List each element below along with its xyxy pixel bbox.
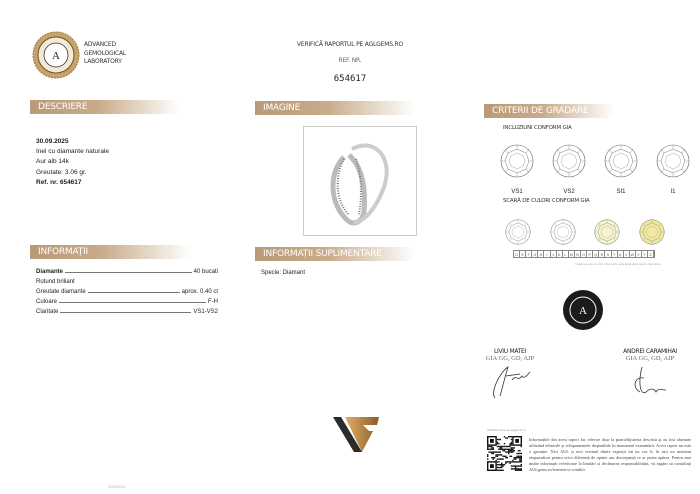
desc-line: Aur alb 14k bbox=[36, 158, 69, 166]
scale-grade: D bbox=[514, 251, 520, 257]
info-value: F-H bbox=[208, 299, 218, 305]
signer-name: LIVIU MATEI bbox=[493, 348, 527, 355]
specie: Specie: Diamant bbox=[261, 270, 306, 276]
desc-ref: Ref. nr. 654617 bbox=[36, 178, 82, 186]
ref-number: 654617 bbox=[333, 74, 367, 84]
section-criterii-header: CRITERII DE GRADARE bbox=[484, 104, 614, 118]
info-row bbox=[36, 305, 218, 315]
inclusion-diagram bbox=[604, 144, 638, 195]
inclusion-label: VS2 bbox=[563, 189, 575, 195]
scale-grade: G bbox=[532, 251, 538, 257]
info-label: Greutate diamante bbox=[36, 289, 86, 295]
scale-grade: O bbox=[581, 251, 587, 257]
signer-2 bbox=[610, 348, 690, 407]
ref-label: REF. NR. bbox=[338, 56, 362, 64]
agl-stamp-icon bbox=[562, 289, 604, 331]
svg-text:A: A bbox=[52, 50, 60, 62]
info-row bbox=[36, 285, 218, 295]
signature-icon bbox=[470, 362, 550, 402]
inclusion-label: VS1 bbox=[511, 189, 523, 195]
info-label: Rotund briliant bbox=[36, 279, 75, 285]
scale-grade: J bbox=[551, 251, 557, 257]
signature-icon bbox=[610, 362, 690, 402]
info-row bbox=[36, 275, 218, 285]
qr-code[interactable] bbox=[487, 436, 522, 471]
disclaimer: Informațiile din acest raport fac referire doar la piatra/bijuteria descrisă și au fost obținute utilizând tehnicile și echipamentele disponibile în momentul examinării. Acest raport nu este o garanție. Nici AGL și nici vreunul dintre experții săi nu vor fi, în nici un moment răspunzători pentru orice diferență de opinie sau discrepanță ce ar putea apărea. Pentru mai multe informații referitoare la limitări și declinarea responsabilității, vă rugăm să consultați AGLgems.ro/termeni-si-conditii. bbox=[529, 437, 691, 472]
scale-grade: V bbox=[624, 251, 630, 257]
color-diamond bbox=[594, 219, 620, 250]
scale-grade: S bbox=[605, 251, 611, 257]
informatii-table bbox=[36, 265, 218, 315]
qr-caption: Verifică online pe aglgems.ro bbox=[487, 428, 526, 432]
color-scale-title: SCARĂ DE CULORI CONFORM GIA bbox=[503, 198, 590, 204]
scale-grade: Q bbox=[593, 251, 599, 257]
brand-logo bbox=[333, 417, 381, 458]
signer-credentials: GIA GG, GD, AJP bbox=[485, 355, 535, 362]
info-row bbox=[36, 295, 218, 305]
section-imagine-header: IMAGINE bbox=[255, 101, 415, 115]
scale-grade: R bbox=[599, 251, 605, 257]
scale-grade: N bbox=[575, 251, 581, 257]
color-diamond bbox=[505, 219, 531, 250]
desc-line: Greutate: 3.06 gr. bbox=[36, 168, 87, 176]
scale-grade: Z bbox=[648, 251, 654, 257]
lab-name bbox=[84, 41, 126, 67]
color-diamonds-row bbox=[505, 219, 665, 250]
lab-seal-logo bbox=[32, 31, 80, 79]
descriere-content bbox=[36, 137, 109, 188]
scale-grade: H bbox=[538, 251, 544, 257]
ring-image bbox=[303, 126, 417, 236]
scale-grade: E bbox=[520, 251, 526, 257]
info-label: Diamante bbox=[36, 269, 64, 275]
signer-1 bbox=[470, 348, 550, 407]
info-value: aprox. 0.40 ct bbox=[181, 289, 218, 295]
signer-credentials: GIA GG, GD, AJP bbox=[625, 355, 675, 362]
scale-grade: U bbox=[618, 251, 624, 257]
scale-grade: W bbox=[630, 253, 634, 257]
color-diamond bbox=[550, 219, 576, 250]
inclusion-label: SI1 bbox=[616, 189, 626, 195]
scale-grade: T bbox=[612, 251, 618, 257]
scale-grade: K bbox=[557, 251, 563, 257]
scale-grade: X bbox=[636, 251, 642, 257]
lab-name-line: GEMOLOGICAL bbox=[84, 49, 127, 57]
verify-text: VERIFICĂ RAPORTUL PE AGLGEMS.RO bbox=[297, 41, 403, 48]
signer-name: ANDREI CARAMIHAI bbox=[623, 348, 677, 355]
scale-grade: I bbox=[544, 251, 550, 257]
section-descriere-header: DESCRIERE bbox=[30, 100, 180, 114]
scale-grade: P bbox=[587, 251, 593, 257]
inclusion-label: I1 bbox=[670, 189, 676, 195]
date: 30.09.2025 bbox=[36, 138, 69, 145]
svg-text:A: A bbox=[579, 305, 587, 317]
color-diamond bbox=[639, 219, 665, 250]
info-row bbox=[36, 265, 218, 275]
scale-grade: Y bbox=[642, 251, 648, 257]
section-informatii-header: INFORMAȚII bbox=[30, 245, 190, 259]
scale-grade: F bbox=[526, 251, 532, 257]
inclusions-row bbox=[500, 144, 690, 195]
section-suplimentare-header: INFORMAȚII SUPLIMENTARE bbox=[255, 247, 415, 261]
info-value: 40 bucati bbox=[193, 269, 218, 275]
scale-caption: Imaginea este cu titlu informativ, aplicabilă doar pentru diamante bbox=[575, 262, 661, 266]
inclusion-diagram bbox=[656, 144, 690, 195]
scale-grade: M bbox=[569, 251, 575, 257]
inclusions-title: INCLUZIUNI CONFORM GIA bbox=[503, 125, 572, 131]
info-value: VS1-VS2 bbox=[193, 309, 218, 315]
lab-name-line: LABORATORY bbox=[84, 58, 122, 65]
bottom-code: 000000000 bbox=[108, 485, 126, 489]
scale-grade: L bbox=[563, 251, 569, 257]
info-label: Claritate bbox=[36, 309, 59, 315]
desc-line: Inel cu diamante naturale bbox=[36, 148, 109, 156]
info-label: Culoare bbox=[36, 299, 58, 305]
color-scale bbox=[513, 250, 655, 258]
inclusion-diagram bbox=[552, 144, 586, 195]
inclusion-diagram bbox=[500, 144, 534, 195]
lab-name-line: ADVANCED bbox=[84, 41, 116, 48]
